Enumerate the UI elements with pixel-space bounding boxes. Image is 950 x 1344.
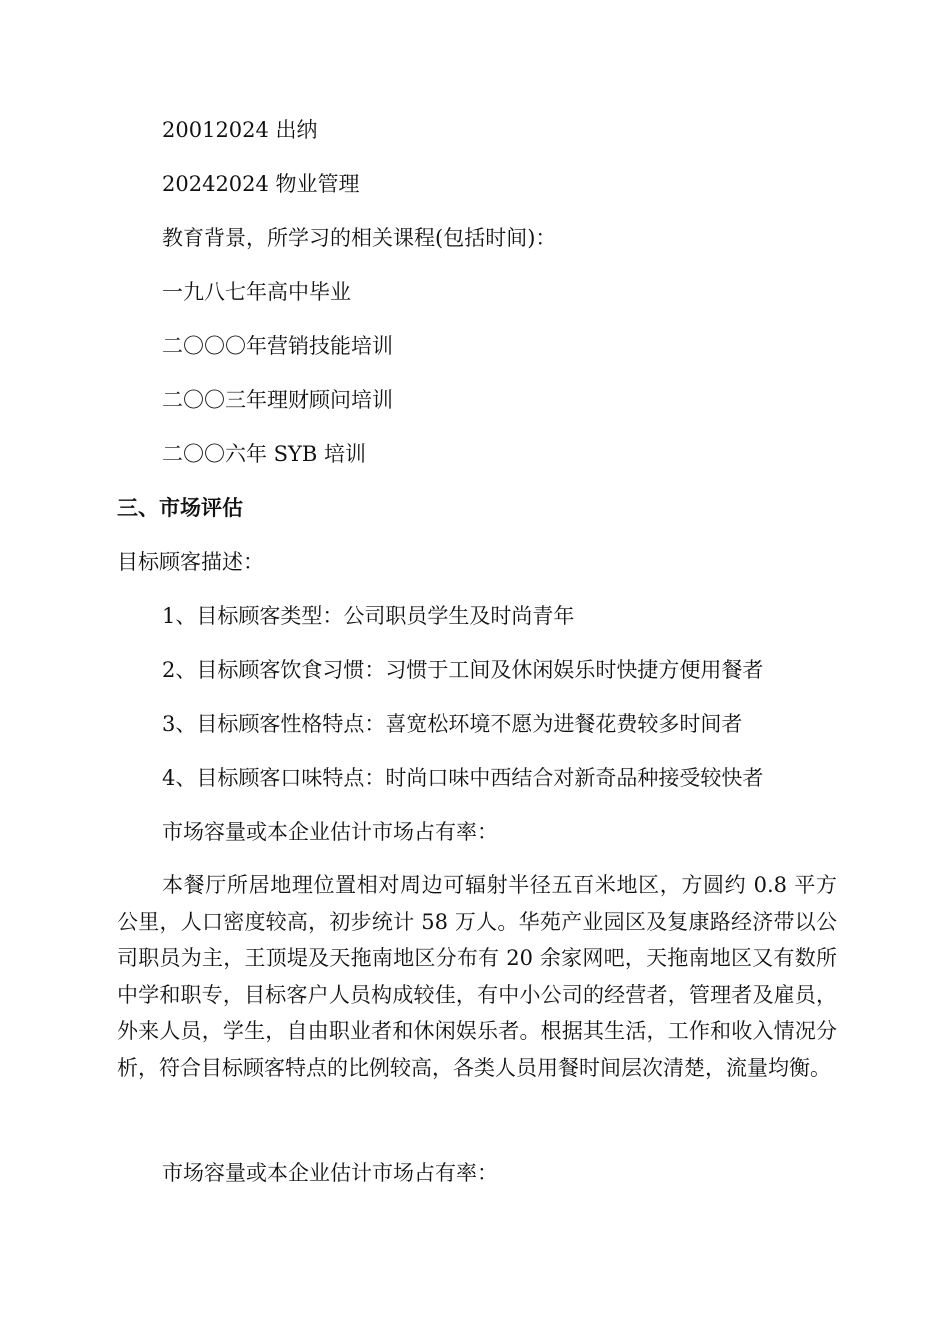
target-customer-label: 目标顾客描述： <box>117 550 264 574</box>
work-history-item: 20012024 出纳 <box>162 118 318 142</box>
market-capacity-label-repeat: 市场容量或本企业估计市场占有率： <box>162 1161 498 1185</box>
education-item: 一九八七年高中毕业 <box>162 280 351 304</box>
work-history-item: 20242024 物业管理 <box>162 172 360 196</box>
target-customer-item: 4、目标顾客口味特点：时尚口味中西结合对新奇品种接受较快者 <box>162 766 764 790</box>
target-customer-item: 3、目标顾客性格特点：喜宽松环境不愿为进餐花费较多时间者 <box>162 712 743 736</box>
education-item: 二〇〇三年理财顾问培训 <box>162 388 393 412</box>
target-customer-item: 2、目标顾客饮食习惯：习惯于工间及休闲娱乐时快捷方便用餐者 <box>162 658 764 682</box>
section-title: 三、市场评估 <box>117 496 243 520</box>
education-header: 教育背景，所学习的相关课程(包括时间)： <box>162 226 557 250</box>
market-paragraph: 本餐厅所居地理位置相对周边可辐射半径五百米地区，方圆约 0.8 平方公里，人口密度较高，初步统计 58 万人。华苑产业园区及复康路经济带以公司职员为主，王顶堤及天拖南地区分布有 20 余家网吧，天拖南地区又有数所中学和职专，目标客户人员构成较佳，有中小公司的经营者，管理者及雇员，外来人员，学生，自由职业者和休闲娱乐者。根据其生活，工作和收入情况分析，符合目标顾客特点的比例较高，各类人员用餐时间层次清楚，流量均衡。 <box>117 873 837 1080</box>
education-item: 二〇〇六年 SYB 培训 <box>162 442 367 466</box>
target-customer-item: 1、目标顾客类型：公司职员学生及时尚青年 <box>162 604 575 628</box>
market-capacity-label: 市场容量或本企业估计市场占有率： <box>162 820 498 844</box>
education-item: 二〇〇〇年营销技能培训 <box>162 334 393 358</box>
